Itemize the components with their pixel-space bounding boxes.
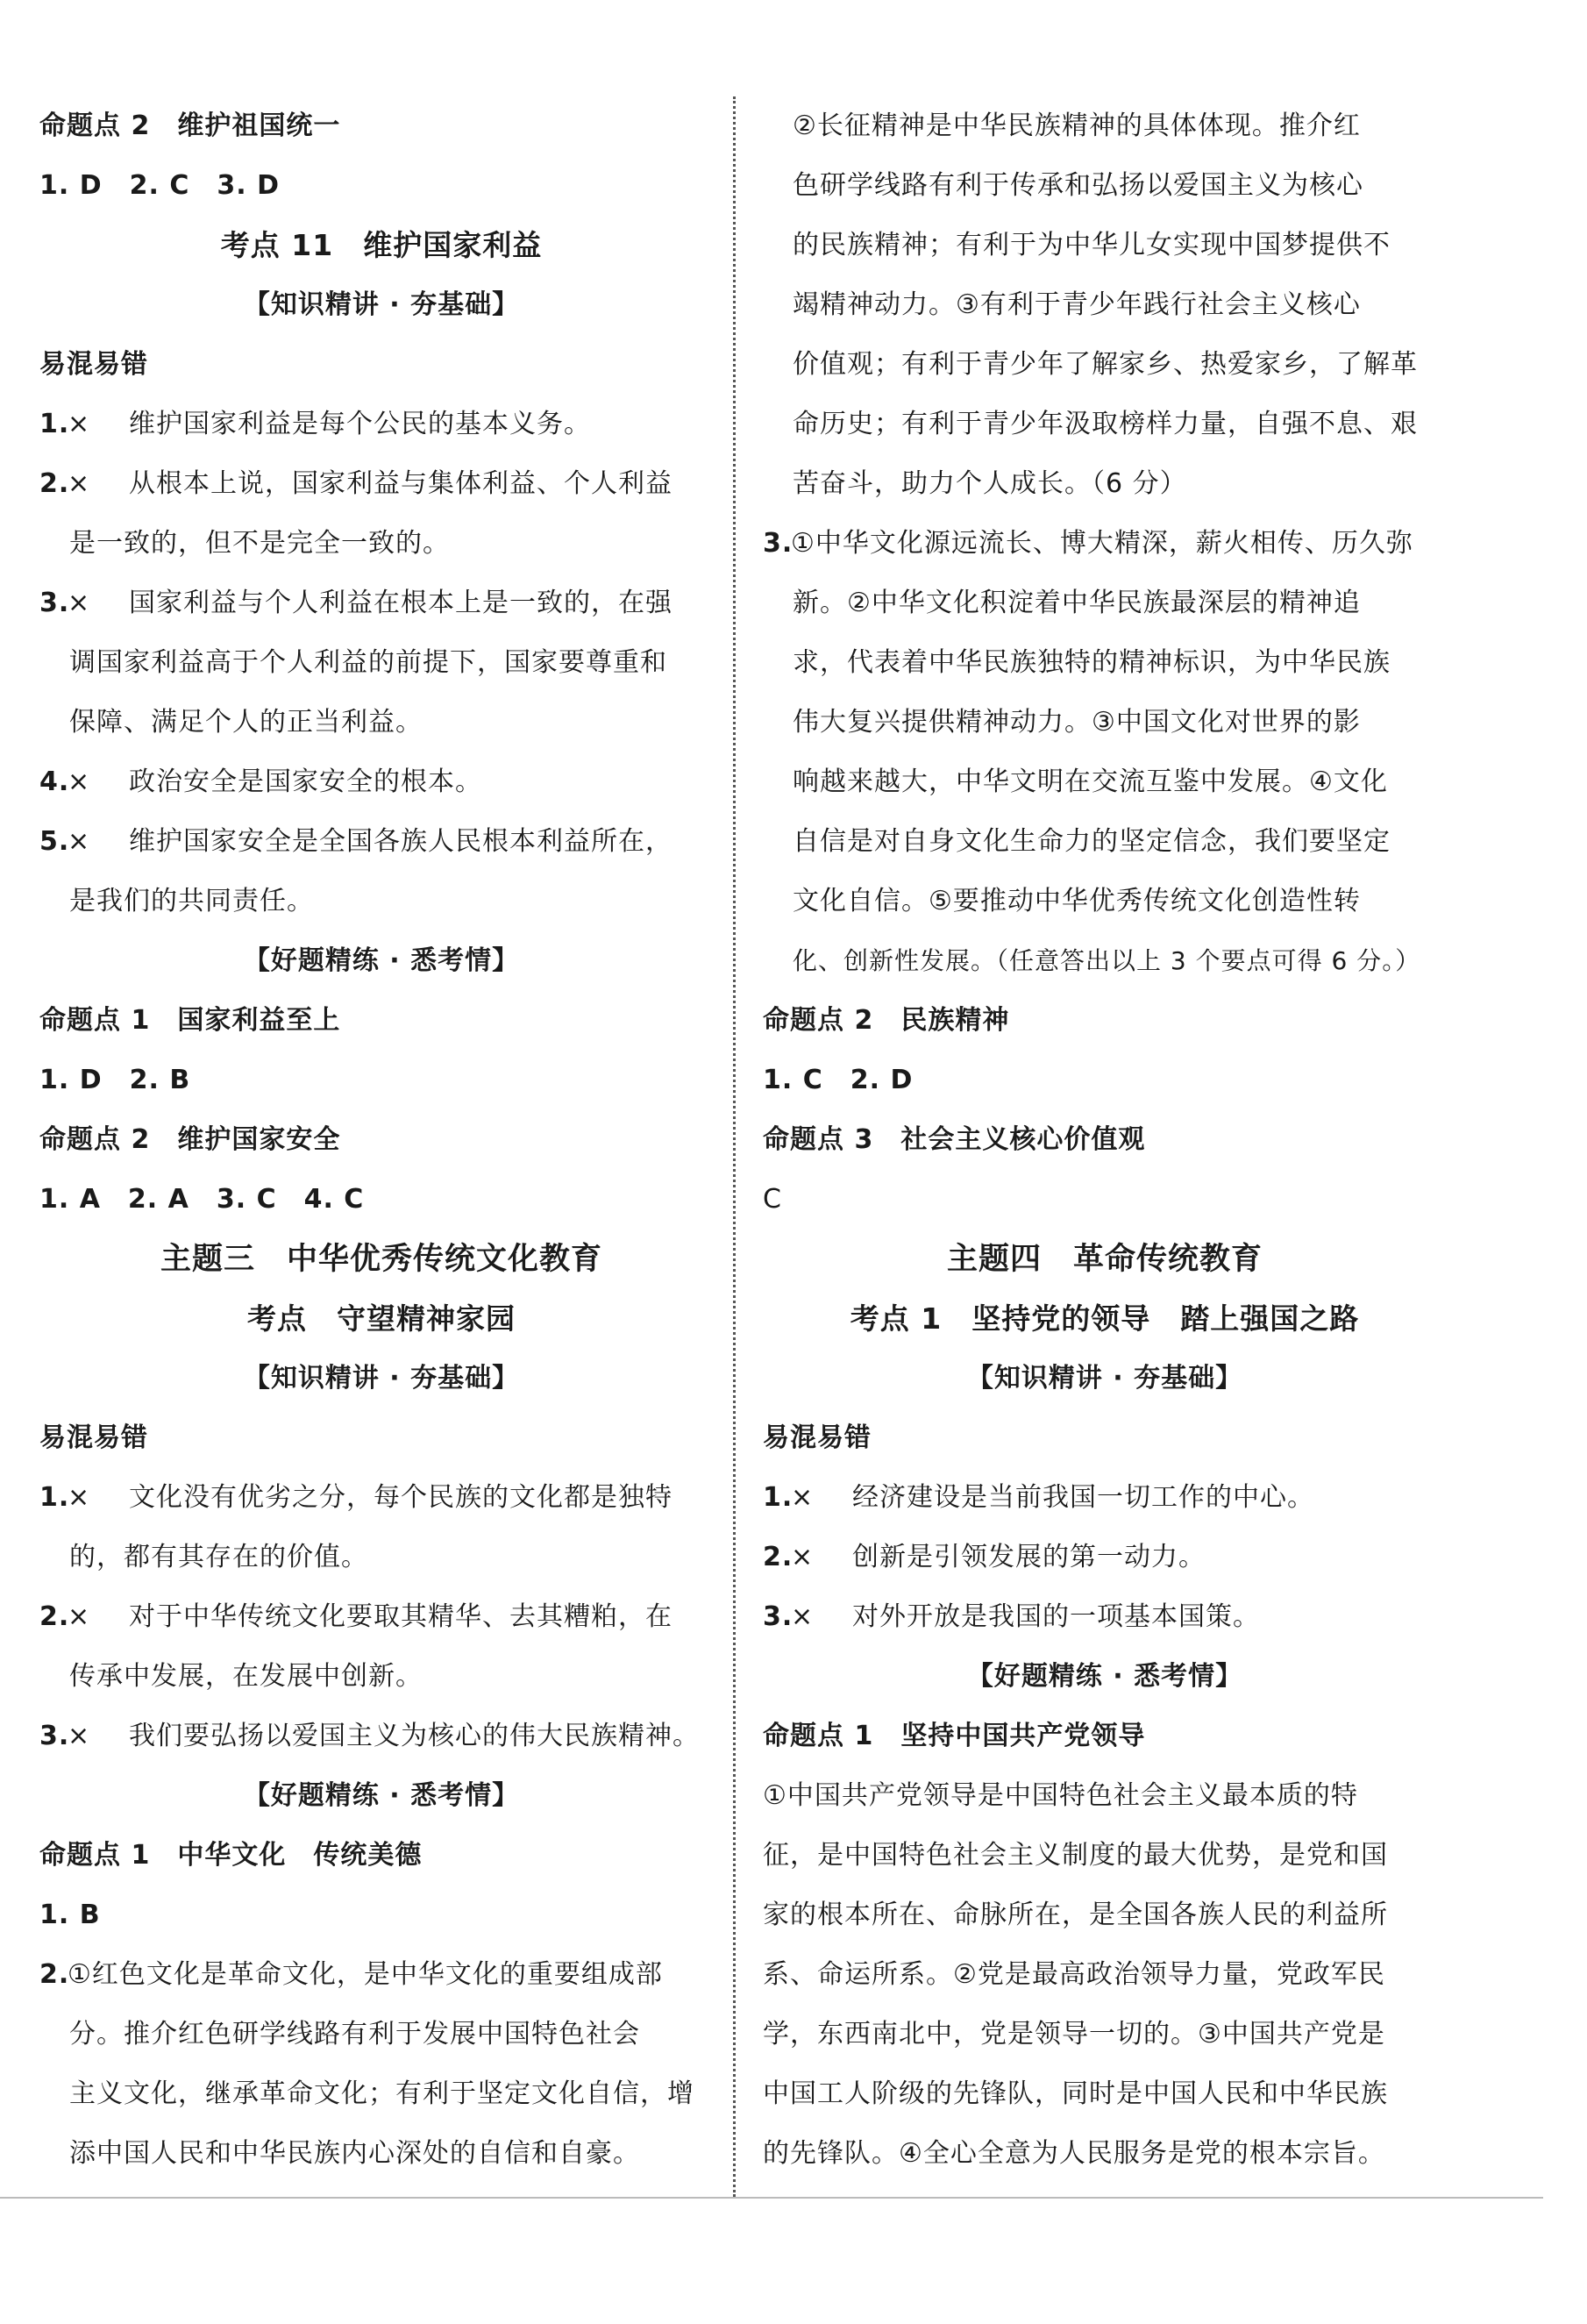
column-divider: [733, 96, 736, 2197]
item-text: 维护国家利益是每个公民的基本义务。: [129, 409, 591, 439]
paragraph-text: 中国工人阶级的先锋队，同时是中国人民和中华民族: [763, 2078, 1388, 2109]
topic-title: 主题三 中华优秀传统文化教育: [160, 1242, 602, 1277]
item-text: 我们要弘扬以爱国主义为核心的伟大民族精神。: [129, 1721, 700, 1751]
item-text: ①红色文化是革命文化，是中华文化的重要组成部: [68, 1959, 663, 1990]
item-number: 2.: [763, 1542, 794, 1572]
list-item: [39, 1587, 723, 1647]
answer-line: 1. A 2. A 3. C 4. C: [39, 1184, 365, 1215]
item-text: 从根本上说，国家利益与集体利益、个人利益: [129, 468, 673, 499]
item-text: 文化没有优劣之分，每个民族的文化都是独特: [129, 1482, 673, 1513]
section-banner: 【知识精讲 · 夯基础】: [243, 1363, 520, 1394]
continuation-text: 主义文化，继承革命文化；有利于坚定文化自信，增: [69, 2078, 694, 2109]
continuation-text: 响越来越大，中华文明在交流互鉴中发展。④文化: [793, 766, 1388, 797]
section-title: 考点 守望精神家园: [247, 1301, 516, 1336]
subheading: 命题点 2 维护祖国统一: [39, 110, 341, 141]
continuation-text: 的民族精神；有利于为中华儿女实现中国梦提供不: [793, 230, 1391, 260]
paragraph-text: 家的根本所在、命脉所在，是全国各族人民的利益所: [763, 1900, 1388, 1930]
subheading: 命题点 1 坚持中国共产党领导: [763, 1721, 1146, 1751]
item-number: 2.: [39, 1959, 70, 1990]
paragraph-text: 系、命运所系。②党是最高政治领导力量，党政军民: [763, 1959, 1385, 1990]
section-title: 考点 1 坚持党的领导 踏上强国之路: [850, 1301, 1360, 1336]
list-item: [39, 454, 723, 514]
cross-mark: ×: [791, 1482, 815, 1513]
subheading: 命题点 2 民族精神: [763, 1005, 1010, 1036]
continuation-text: 命历史；有利于青少年汲取榜样力量，自强不息、艰: [793, 409, 1418, 439]
item-text: 政治安全是国家安全的根本。: [129, 766, 482, 797]
subheading: 命题点 1 国家利益至上: [39, 1005, 341, 1036]
right-column: [763, 96, 1447, 2184]
list-item: [763, 1468, 1447, 1528]
subheading: 易混易错: [39, 1422, 148, 1453]
subheading: 易混易错: [763, 1422, 872, 1453]
list-item: [39, 1945, 723, 2005]
cross-mark: ×: [68, 1601, 91, 1632]
continuation-text: 色研学线路有利于传承和弘扬以爱国主义为核心: [793, 170, 1363, 201]
section-banner: 【好题精练 · 悉考情】: [966, 1661, 1243, 1692]
answer-line: C: [763, 1184, 782, 1215]
item-text: 创新是引领发展的第一动力。: [852, 1542, 1206, 1572]
continuation-text: 添中国人民和中华民族内心深处的自信和自豪。: [69, 2138, 640, 2169]
paragraph-text: 征，是中国特色社会主义制度的最大优势，是党和国: [763, 1840, 1388, 1871]
list-item: [39, 395, 723, 454]
list-item: [763, 1528, 1447, 1587]
list-item: [39, 752, 723, 812]
answer-line: 1. D 2. B: [39, 1065, 191, 1095]
item-number: 1.: [763, 1482, 794, 1513]
section-banner: 【好题精练 · 悉考情】: [243, 1780, 520, 1811]
item-text: ①中华文化源远流长、博大精深，薪火相传、历久弥: [791, 528, 1413, 559]
continuation-text: 化、创新性发展。（任意答出以上 3 个要点可得 6 分。）: [793, 946, 1421, 975]
item-number: 3.: [39, 1721, 70, 1751]
subheading: 易混易错: [39, 349, 148, 380]
section-banner: 【好题精练 · 悉考情】: [243, 945, 520, 976]
bottom-rule: [0, 2197, 1543, 2199]
answer-line: 1. B: [39, 1900, 101, 1930]
continuation-text: 自信是对自身文化生命力的坚定信念，我们要坚定: [793, 826, 1391, 857]
continuation-text: 求，代表着中华民族独特的精神标识，为中华民族: [793, 647, 1391, 678]
continuation-text: 是一致的，但不是完全一致的。: [69, 528, 450, 559]
item-number: 1.: [39, 409, 70, 439]
continuation-text: 竭精神动力。③有利于青少年践行社会主义核心: [793, 289, 1361, 320]
section-banner: 【知识精讲 · 夯基础】: [243, 289, 520, 320]
item-number: 3.: [763, 1601, 794, 1632]
subheading: 命题点 1 中华文化 传统美德: [39, 1840, 423, 1871]
subheading: 命题点 3 社会主义核心价值观: [763, 1124, 1146, 1155]
section-title: 考点 11 维护国家利益: [220, 228, 543, 262]
continuation-text: 文化自信。⑤要推动中华优秀传统文化创造性转: [793, 886, 1361, 916]
list-item: [763, 1587, 1447, 1647]
cross-mark: ×: [68, 1721, 91, 1751]
continuation-text: 苦奋斗，助力个人成长。（6 分）: [793, 468, 1187, 499]
continuation-text: 是我们的共同责任。: [69, 886, 314, 916]
item-number: 3.: [39, 588, 70, 618]
cross-mark: ×: [68, 409, 91, 439]
continuation-text: 保障、满足个人的正当利益。: [69, 707, 423, 738]
cross-mark: ×: [791, 1601, 815, 1632]
subheading: 命题点 2 维护国家安全: [39, 1124, 341, 1155]
list-item: [39, 1468, 723, 1528]
continuation-text: 调国家利益高于个人利益的前提下，国家要尊重和: [69, 647, 667, 678]
paragraph-text: ①中国共产党领导是中国特色社会主义最本质的特: [763, 1780, 1358, 1811]
answer-line: 1. C 2. D: [763, 1065, 914, 1095]
item-number: 2.: [39, 1601, 70, 1632]
left-column: [39, 96, 723, 2184]
cross-mark: ×: [68, 1482, 91, 1513]
list-item: [39, 812, 723, 872]
paragraph-text: 学，东西南北中，党是领导一切的。③中国共产党是: [763, 2019, 1385, 2050]
continuation-text: 传承中发展，在发展中创新。: [69, 1661, 423, 1692]
list-item: [763, 514, 1447, 574]
section-banner: 【知识精讲 · 夯基础】: [966, 1363, 1243, 1394]
item-text: 国家利益与个人利益在根本上是一致的，在强: [129, 588, 673, 618]
continuation-text: 分。推介红色研学线路有利于发展中国特色社会: [69, 2019, 640, 2050]
cross-mark: ×: [68, 826, 91, 857]
cross-mark: ×: [68, 588, 91, 618]
answer-line: 1. D 2. C 3. D: [39, 170, 280, 201]
continuation-text: 价值观；有利于青少年了解家乡、热爱家乡，了解革: [793, 349, 1418, 380]
item-text: 维护国家安全是全国各族人民根本利益所在，: [129, 826, 673, 857]
item-number: 4.: [39, 766, 70, 797]
continuation-text: ②长征精神是中华民族精神的具体体现。推介红: [793, 110, 1361, 141]
item-number: 5.: [39, 826, 70, 857]
topic-title: 主题四 革命传统教育: [946, 1242, 1263, 1277]
item-text: 经济建设是当前我国一切工作的中心。: [852, 1482, 1314, 1513]
cross-mark: ×: [68, 766, 91, 797]
continuation-text: 的，都有其存在的价值。: [69, 1542, 368, 1572]
item-number: 2.: [39, 468, 70, 499]
item-number: 1.: [39, 1482, 70, 1513]
cross-mark: ×: [68, 468, 91, 499]
list-item: [39, 1707, 723, 1766]
continuation-text: 伟大复兴提供精神动力。③中国文化对世界的影: [793, 707, 1361, 738]
item-number: 3.: [763, 528, 794, 559]
list-item: [39, 574, 723, 633]
item-text: 对于中华传统文化要取其精华、去其糟粕，在: [129, 1601, 673, 1632]
continuation-text: 新。②中华文化积淀着中华民族最深层的精神追: [793, 588, 1361, 618]
item-text: 对外开放是我国的一项基本国策。: [852, 1601, 1260, 1632]
paragraph-text: 的先锋队。④全心全意为人民服务是党的根本宗旨。: [763, 2138, 1385, 2169]
cross-mark: ×: [791, 1542, 815, 1572]
